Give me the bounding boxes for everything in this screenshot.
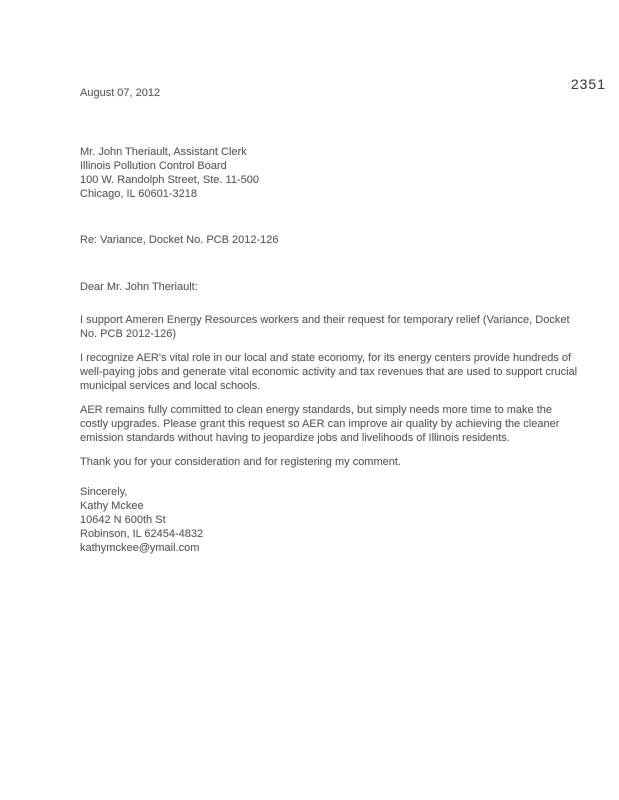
page-number-stamp: 2351 xyxy=(570,76,606,92)
paragraph-clean-energy-commitment: AER remains fully committed to clean energy standards, but simply needs more time to make the costly upgrades. Please grant this request so AER can improve air quality by achieving the cleaner emission standards without having to jeopardize jobs and livelihoods of Illinois residents. xyxy=(80,404,560,444)
letter-date: August 07, 2012 xyxy=(80,87,161,99)
paragraph-thank-you: Thank you for your consideration and for registering my comment. xyxy=(80,456,401,468)
paragraph-economic-role: I recognize AER's vital role in our local and state economy, for its energy centers provide hundreds of well-paying jobs and generate vital economic activity and tax revenues that are used to support crucial municipal services and local schools. xyxy=(80,352,578,392)
signature-street: 10642 N 600th St xyxy=(80,514,166,526)
signature-block xyxy=(80,499,580,555)
paragraph-support-statement: I support Ameren Energy Resources workers and their request for temporary relief (Variance, Docket No. PCB 2012-126) xyxy=(80,314,570,340)
signature-email: kathymckee@ymail.com xyxy=(80,542,200,554)
closing-salutation: Sincerely, xyxy=(80,486,128,498)
recipient-name: Mr. John Theriault, Assistant Clerk xyxy=(80,146,247,158)
recipient-street: 100 W. Randolph Street, Ste. 11-500 xyxy=(80,174,259,186)
subject-line: Re: Variance, Docket No. PCB 2012-126 xyxy=(80,234,279,246)
recipient-city-state-zip: Chicago, IL 60601-3218 xyxy=(80,188,198,200)
recipient-organization: Illinois Pollution Control Board xyxy=(80,160,227,172)
letter-body xyxy=(80,86,580,555)
salutation: Dear Mr. John Theriault: xyxy=(80,281,198,293)
recipient-address-block xyxy=(80,145,580,201)
signature-name: Kathy Mckee xyxy=(80,500,144,512)
signature-city-state-zip: Robinson, IL 62454-4832 xyxy=(80,528,204,540)
